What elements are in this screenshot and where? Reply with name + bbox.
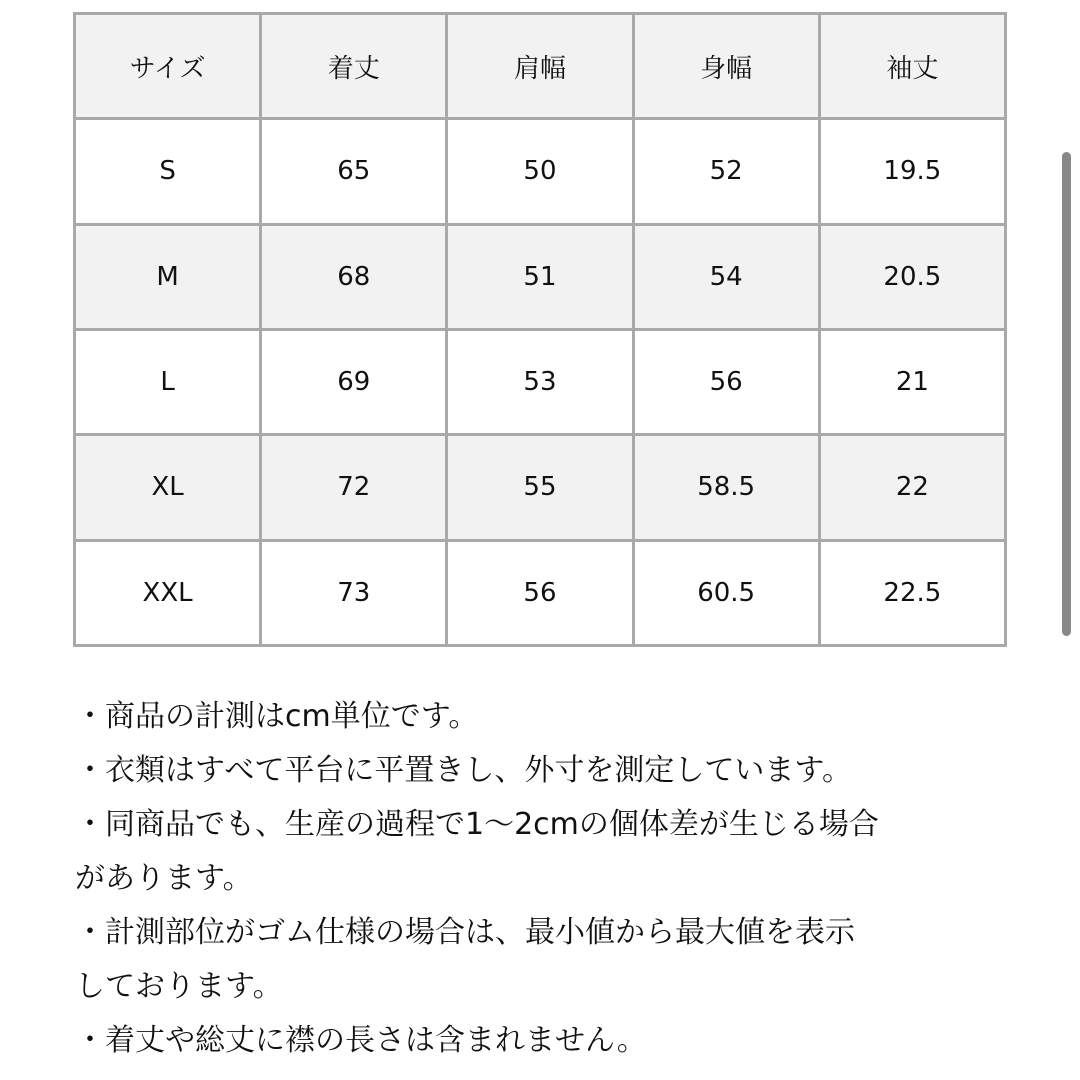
note-line: があります。 — [75, 861, 253, 896]
header-size: サイズ — [75, 14, 261, 119]
table-header-row — [75, 14, 1006, 119]
size-label: S — [75, 119, 261, 224]
table-cell: 73 — [261, 540, 447, 645]
scrollbar-thumb[interactable] — [1062, 152, 1071, 636]
table-cell: 65 — [261, 119, 447, 224]
table-row — [75, 119, 1006, 224]
table-cell: 51 — [447, 224, 633, 329]
table-cell: 50 — [447, 119, 633, 224]
table-cell: 69 — [261, 329, 447, 434]
note-line: ・計測部位がゴム仕様の場合は、最小値から最大値を表示 — [75, 915, 855, 950]
size-label: L — [75, 329, 261, 434]
table-cell: 58.5 — [633, 435, 819, 540]
note-line: ・衣類はすべて平台に平置きし、外寸を測定しています。 — [75, 753, 852, 788]
header-body-width: 身幅 — [633, 14, 819, 119]
table-row — [75, 540, 1006, 645]
table-cell: 68 — [261, 224, 447, 329]
size-table — [73, 12, 1007, 647]
table-row — [75, 435, 1006, 540]
table-cell: 54 — [633, 224, 819, 329]
header-shoulder-width: 肩幅 — [447, 14, 633, 119]
table-cell: 22 — [819, 435, 1005, 540]
table-cell: 56 — [447, 540, 633, 645]
size-label: XL — [75, 435, 261, 540]
table-row — [75, 329, 1006, 434]
header-length: 着丈 — [261, 14, 447, 119]
table-row — [75, 224, 1006, 329]
measurement-notes — [75, 690, 1015, 1068]
size-label: XXL — [75, 540, 261, 645]
table-cell: 60.5 — [633, 540, 819, 645]
table-cell: 21 — [819, 329, 1005, 434]
table-cell: 72 — [261, 435, 447, 540]
table-cell: 19.5 — [819, 119, 1005, 224]
table-cell: 55 — [447, 435, 633, 540]
table-cell: 56 — [633, 329, 819, 434]
note-line: ・商品の計測はcm単位です。 — [75, 699, 479, 734]
note-line: ・着丈や総丈に襟の長さは含まれません。 — [75, 1023, 647, 1058]
table-cell: 20.5 — [819, 224, 1005, 329]
header-sleeve-length: 袖丈 — [819, 14, 1005, 119]
table-cell: 22.5 — [819, 540, 1005, 645]
table-cell: 53 — [447, 329, 633, 434]
table-cell: 52 — [633, 119, 819, 224]
note-line: しております。 — [75, 969, 283, 1004]
note-line: ・同商品でも、生産の過程で1〜2cmの個体差が生じる場合 — [75, 807, 879, 842]
size-label: M — [75, 224, 261, 329]
